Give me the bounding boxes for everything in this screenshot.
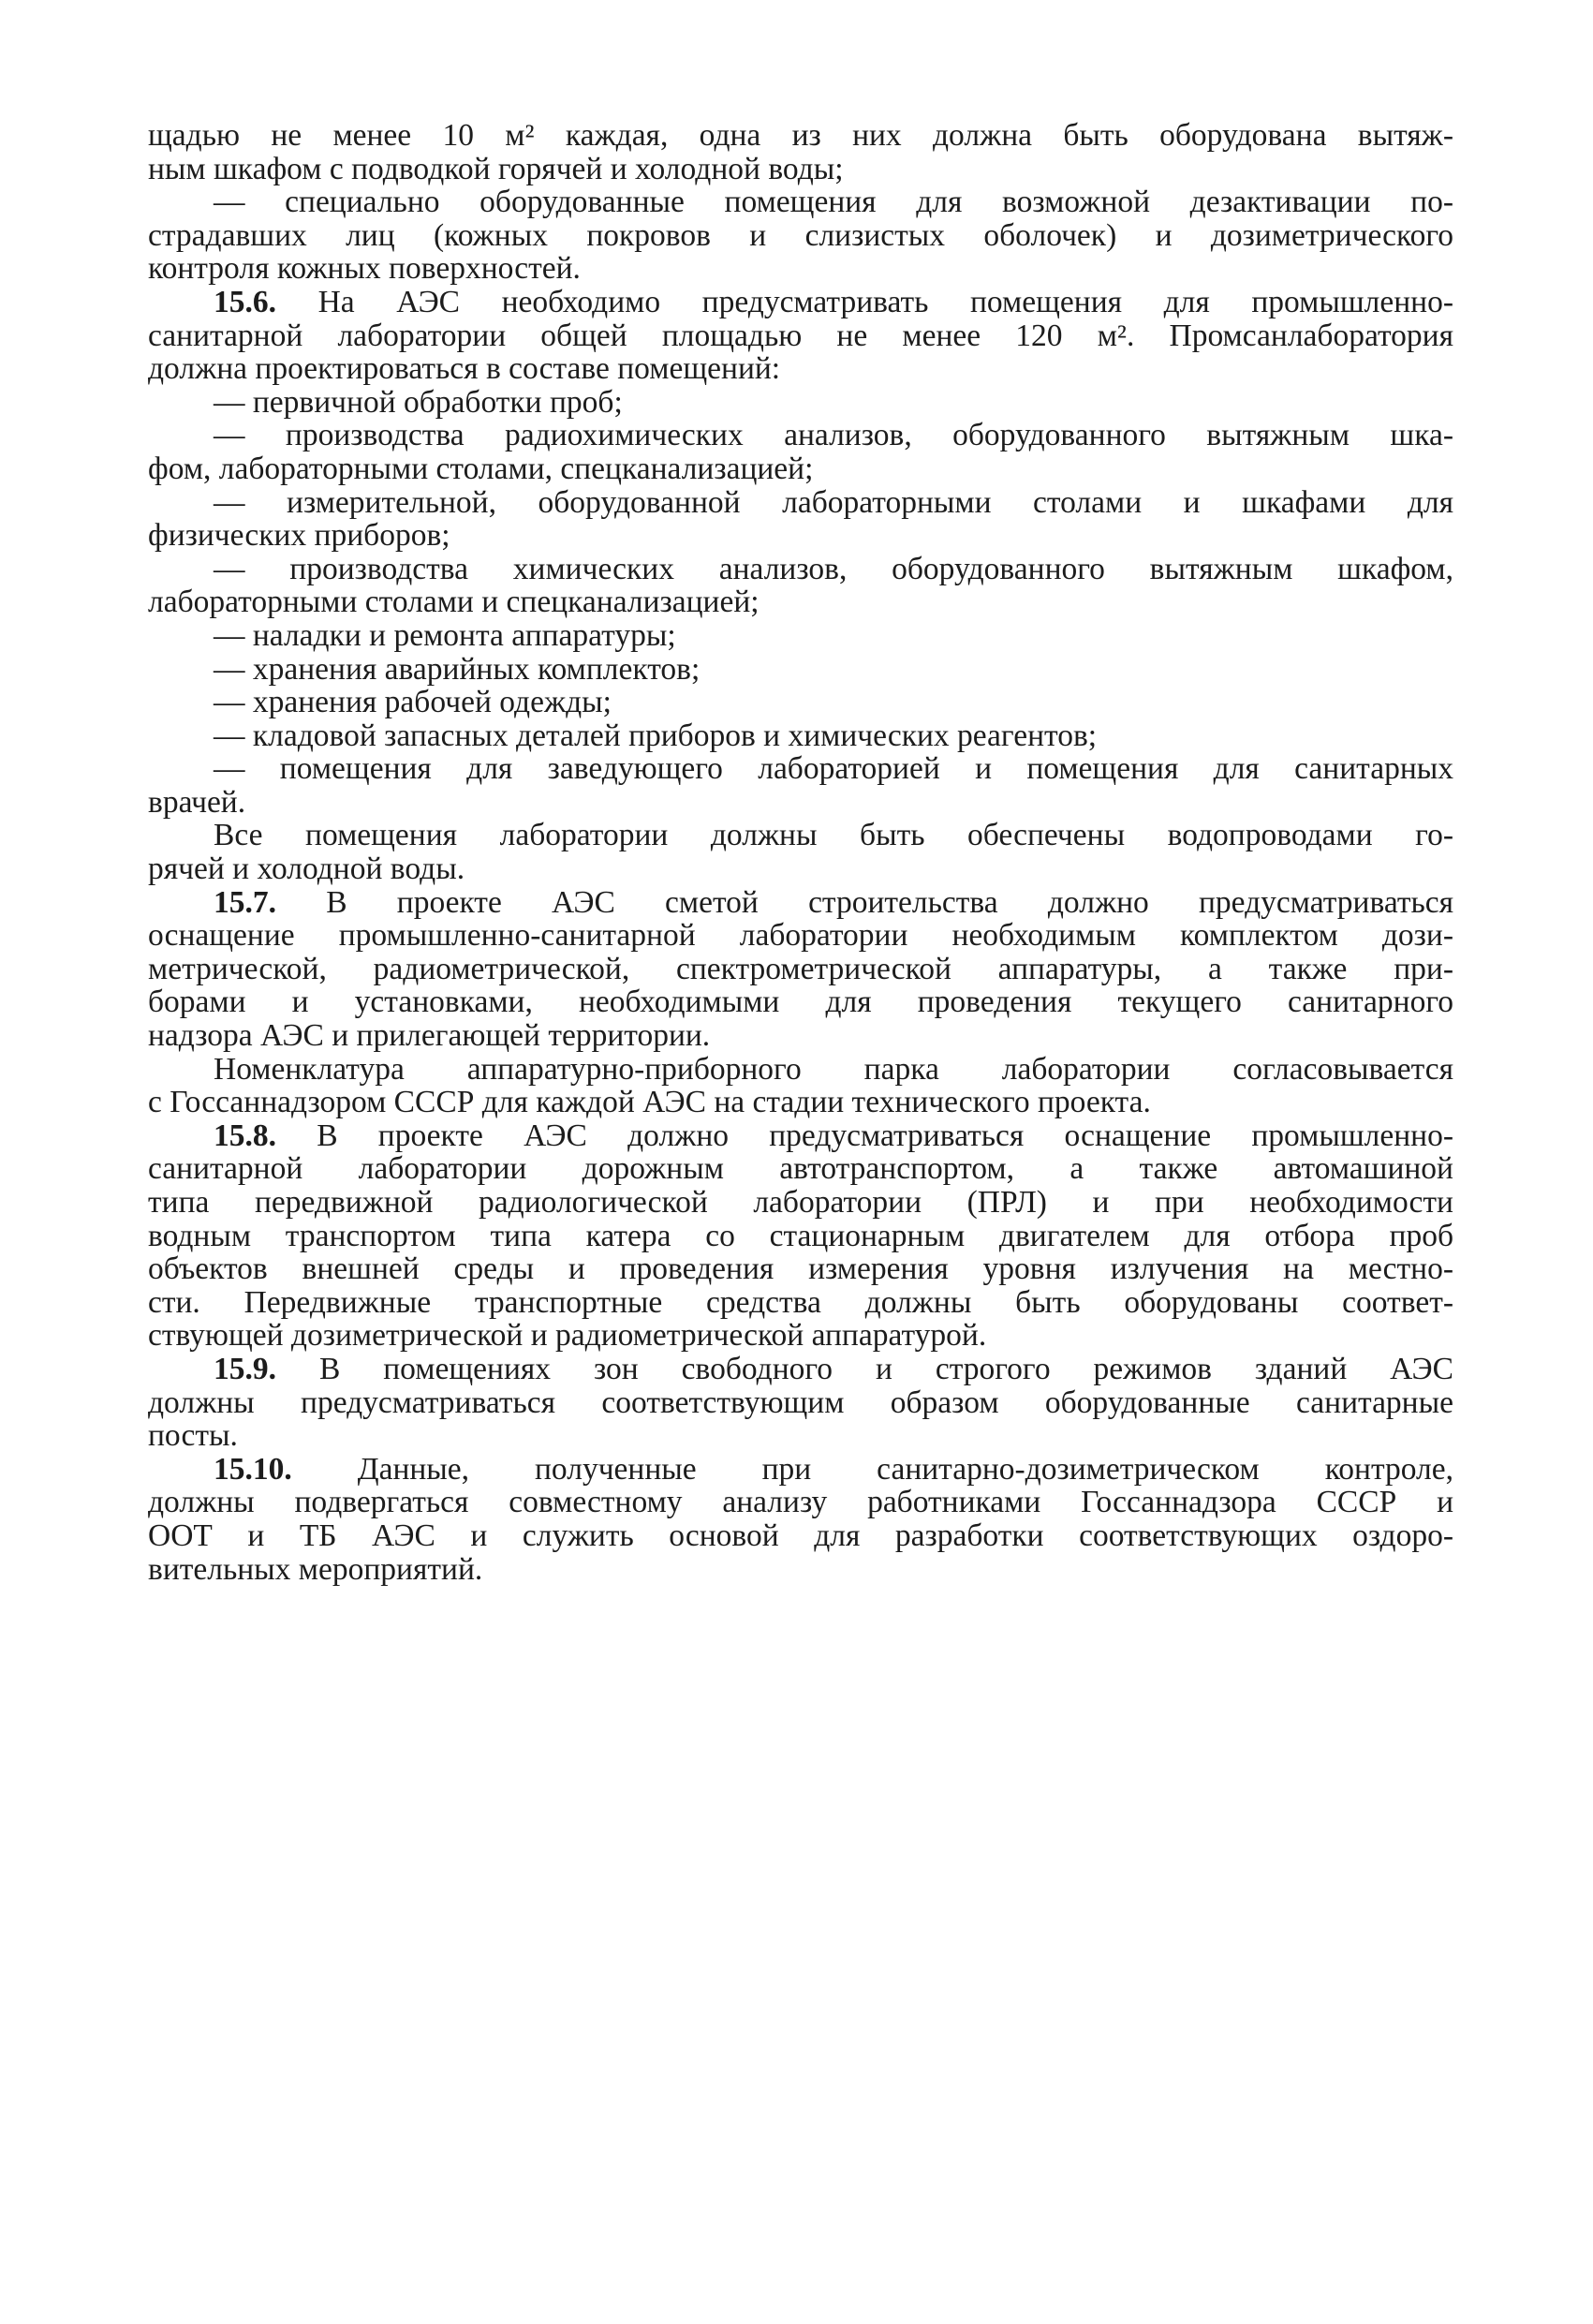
document-body: [148, 119, 1453, 1586]
line-text: — кладовой запасных деталей приборов и химических реагентов;: [214, 718, 1098, 753]
paragraph: [148, 1053, 1453, 1119]
text-line: [148, 852, 1453, 886]
line-text: В проекте АЭС сметой строительства должно предусматриваться: [326, 885, 1453, 920]
line-text: фом, лабораторными столами, спецканализацией;: [148, 451, 814, 486]
text-line: [148, 452, 1453, 486]
section-number: 15.6.: [214, 285, 276, 319]
text-line: [148, 1319, 1453, 1353]
paragraph: [148, 1453, 1453, 1586]
text-line: [148, 1519, 1453, 1553]
paragraph: [148, 653, 1453, 687]
text-line: [148, 1186, 1453, 1220]
text-line: [148, 286, 1453, 319]
line-text: с Госсаннадзором СССР для каждой АЭС на стадии технического проекта.: [148, 1086, 1151, 1119]
text-line: [148, 1353, 1453, 1386]
text-line: [148, 319, 1453, 353]
line-text: — первичной обработки проб;: [214, 385, 623, 420]
text-line: [148, 819, 1453, 852]
text-line: [148, 719, 1453, 753]
section-number: 15.8.: [214, 1118, 276, 1153]
line-text: надзора АЭС и прилегающей территории.: [148, 1019, 711, 1053]
paragraph: [148, 486, 1453, 553]
text-line: [148, 619, 1453, 653]
line-text: — производства химических анализов, оборудованного вытяжным шкафом,: [214, 552, 1453, 586]
line-text: — помещения для заведующего лабораторией и помещения для санитарных: [214, 752, 1453, 786]
line-text: В проекте АЭС должно предусматриваться оснащение промышленно-: [317, 1118, 1453, 1153]
line-text: водным транспортом типа катера со стационарным двигателем для отбора проб: [148, 1219, 1453, 1253]
line-text: — хранения аварийных комплектов;: [214, 652, 701, 687]
text-line: [148, 985, 1453, 1019]
text-line: [148, 119, 1453, 153]
line-text: ным шкафом с подводкой горячей и холодной воды;: [148, 152, 844, 186]
text-line: [148, 1220, 1453, 1253]
line-text: санитарной лаборатории общей площадью не менее 120 м². Промсанлаборатория: [148, 318, 1453, 353]
section-number: 15.9.: [214, 1352, 276, 1386]
text-line: [148, 1053, 1453, 1087]
line-text: санитарной лаборатории дорожным автотранспортом, а также автомашиной: [148, 1152, 1453, 1186]
paragraph: [148, 686, 1453, 719]
line-text: страдавших лиц (кожных покровов и слизистых оболочек) и дозиметрического: [148, 218, 1453, 253]
line-text: лабораторными столами и спецканализацией;: [148, 585, 760, 619]
text-line: [148, 686, 1453, 719]
line-text: объектов внешней среды и проведения измерения уровня излучения на местно-: [148, 1252, 1453, 1286]
line-text: ствующей дозиметрической и радиометрической аппаратурой.: [148, 1319, 987, 1353]
paragraph: [148, 619, 1453, 653]
line-text: В помещениях зон свободного и строгого режимов зданий АЭС: [318, 1352, 1453, 1386]
line-text: должны подвергаться совместному анализу работниками Госсаннадзора СССР и: [148, 1486, 1453, 1519]
text-line: [148, 786, 1453, 820]
paragraph: [148, 386, 1453, 420]
paragraph: [148, 419, 1453, 485]
text-line: [148, 386, 1453, 420]
line-text: Все помещения лаборатории должны быть обеспечены водопроводами го-: [214, 819, 1453, 853]
text-line: [148, 1119, 1453, 1153]
text-line: [148, 919, 1453, 953]
text-line: [148, 553, 1453, 586]
line-text: метрической, радиометрической, спектрометрической аппаратуры, а также при-: [148, 952, 1453, 986]
line-text: Данные, полученные при санитарно-дозиметрическом контроле,: [357, 1452, 1453, 1487]
paragraph: [148, 819, 1453, 885]
line-text: — наладки и ремонта аппаратуры;: [214, 618, 676, 653]
text-line: [148, 519, 1453, 553]
text-line: [148, 1453, 1453, 1487]
paragraph: [148, 886, 1453, 1053]
line-text: контроля кожных поверхностей.: [148, 252, 581, 286]
line-text: должны предусматриваться соответствующим образом оборудованные санитарные: [148, 1385, 1453, 1420]
section-number: 15.10.: [214, 1452, 292, 1487]
line-text: ООТ и ТБ АЭС и служить основой для разработки соответствующих оздоро-: [148, 1518, 1453, 1553]
text-line: [148, 153, 1453, 186]
line-text: — специально оборудованные помещения для возможной дезактивации по-: [214, 185, 1453, 219]
text-line: [148, 486, 1453, 520]
paragraph: [148, 286, 1453, 386]
text-line: [148, 653, 1453, 687]
text-line: [148, 1086, 1453, 1119]
text-line: [148, 1553, 1453, 1587]
text-line: [148, 352, 1453, 386]
section-number: 15.7.: [214, 885, 276, 920]
text-line: [148, 1152, 1453, 1186]
text-line: [148, 185, 1453, 219]
text-line: [148, 752, 1453, 786]
line-text: — хранения рабочей одежды;: [214, 686, 612, 719]
text-line: [148, 1019, 1453, 1053]
paragraph: [148, 719, 1453, 753]
line-text: посты.: [148, 1419, 238, 1453]
line-text: сти. Передвижные транспортные средства должны быть оборудованы соответ-: [148, 1285, 1453, 1320]
line-text: вительных мероприятий.: [148, 1552, 483, 1587]
paragraph: [148, 553, 1453, 619]
text-line: [148, 1486, 1453, 1519]
line-text: физических приборов;: [148, 519, 450, 553]
paragraph: [148, 1353, 1453, 1453]
text-line: [148, 252, 1453, 286]
text-line: [148, 585, 1453, 619]
text-line: [148, 1286, 1453, 1320]
line-text: борами и установками, необходимыми для проведения текущего санитарного: [148, 985, 1453, 1020]
text-line: [148, 419, 1453, 452]
text-line: [148, 1252, 1453, 1286]
line-text: врачей.: [148, 785, 246, 820]
line-text: оснащение промышленно-санитарной лаборатории необходимым комплектом дози-: [148, 919, 1453, 953]
text-line: [148, 219, 1453, 253]
line-text: На АЭС необходимо предусматривать помещения для промышленно-: [317, 285, 1453, 319]
paragraph: [148, 185, 1453, 286]
line-text: типа передвижной радиологической лаборатории (ПРЛ) и при необходимости: [148, 1186, 1453, 1220]
line-text: — измерительной, оборудованной лабораторными столами и шкафами для: [214, 485, 1453, 520]
line-text: Номенклатура аппаратурно-приборного парка лаборатории согласовывается: [214, 1052, 1453, 1087]
text-line: [148, 1419, 1453, 1453]
line-text: рячей и холодной воды.: [148, 852, 465, 886]
paragraph: [148, 119, 1453, 185]
line-text: — производства радиохимических анализов, оборудованного вытяжным шка-: [214, 419, 1453, 452]
line-text: щадью не менее 10 м² каждая, одна из них должна быть оборудована вытяж-: [148, 119, 1453, 153]
paragraph: [148, 752, 1453, 819]
text-line: [148, 1386, 1453, 1420]
text-line: [148, 953, 1453, 986]
text-line: [148, 886, 1453, 920]
paragraph: [148, 1119, 1453, 1353]
line-text: должна проектироваться в составе помещений:: [148, 352, 781, 386]
